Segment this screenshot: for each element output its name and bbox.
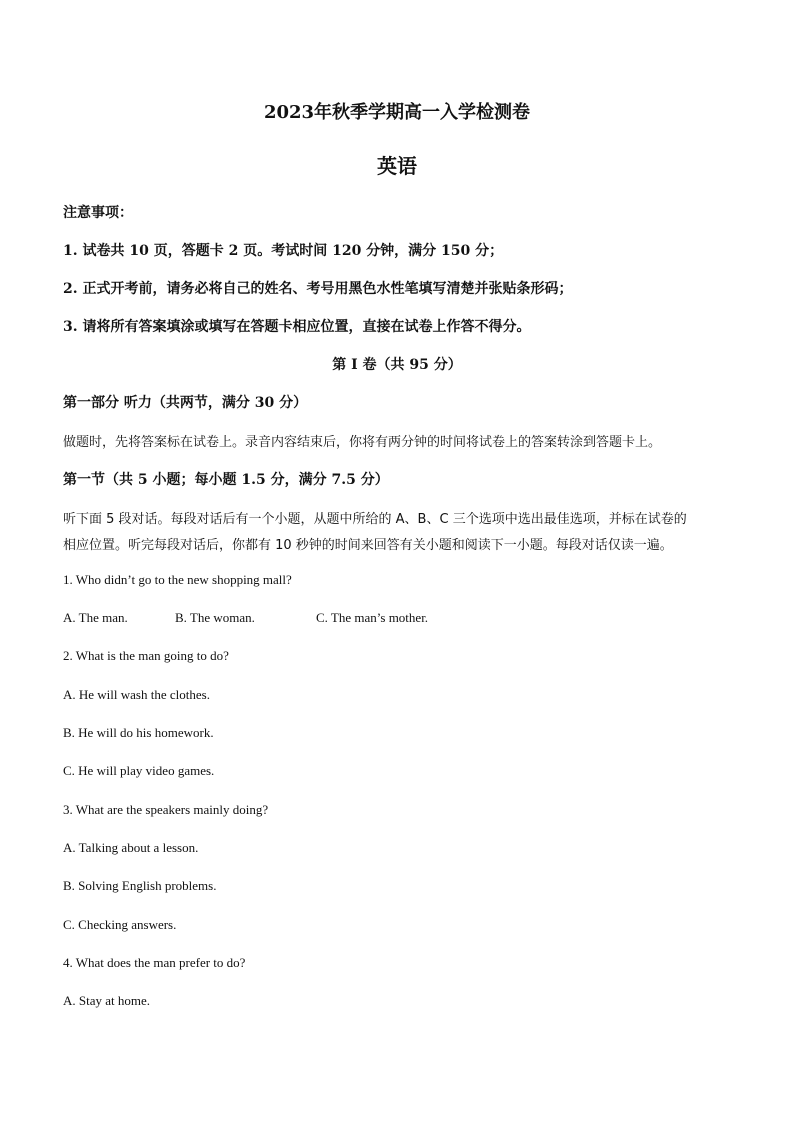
part1-heading: 第一部分 听力（共两节，满分 30 分） <box>63 395 308 411</box>
note-item: 2. 正式开考前，请务必将自己的姓名、考号用黑色水性笔填写清楚并张贴条形码； <box>63 281 573 297</box>
part1-instruction: 做题时，先将答案标在试卷上。录音内容结束后，你将有两分钟的时间将试卷上的答案转涂到答题卡上。 <box>63 435 662 450</box>
option-a: A. Stay at home. <box>63 993 151 1008</box>
section1-heading: 第一节（共 5 小题；每小题 1.5 分，满分 7.5 分） <box>63 472 389 488</box>
section1-instruction-line1: 听下面 5 段对话。每段对话后有一个小题，从题中所给的 A、B、C 三个选项中选出最佳选项，并标在试卷的 <box>63 512 687 527</box>
option-c: C. The man’s mother. <box>316 610 429 625</box>
question-1-options <box>63 610 428 626</box>
question-2-stem: 2. What is the man going to do? <box>63 648 229 663</box>
note-item: 3. 请将所有答案填涂或填写在答题卡相应位置，直接在试卷上作答不得分。 <box>63 319 531 335</box>
subject-title: 英语 <box>377 154 417 178</box>
option-a: A. He will wash the clothes. <box>63 687 210 702</box>
question-4-stem: 4. What does the man prefer to do? <box>63 955 246 970</box>
option-b: B. The woman. <box>175 610 255 625</box>
notes-heading: 注意事项： <box>63 205 133 221</box>
note-item: 1. 试卷共 10 页，答题卡 2 页。考试时间 120 分钟，满分 150 分； <box>63 243 504 259</box>
question-3-stem: 3. What are the speakers mainly doing? <box>63 802 269 817</box>
section1-instruction-line2: 相应位置。听完每段对话后，你都有 10 秒钟的时间来回答有关小题和阅读下一小题。每段对话仅读一遍。 <box>63 538 673 553</box>
option-b: B. He will do his homework. <box>63 725 214 740</box>
option-c: C. He will play video games. <box>63 763 215 778</box>
option-a: A. The man. <box>63 610 128 625</box>
exam-title: 2023年秋季学期高一入学检测卷 <box>263 102 531 123</box>
option-b: B. Solving English problems. <box>63 878 217 893</box>
volume-title: 第 I 卷（共 95 分） <box>332 357 462 373</box>
option-a: A. Talking about a lesson. <box>63 840 199 855</box>
option-c: C. Checking answers. <box>63 917 177 932</box>
question-1-stem: 1. Who didn’t go to the new shopping mall? <box>63 572 292 587</box>
